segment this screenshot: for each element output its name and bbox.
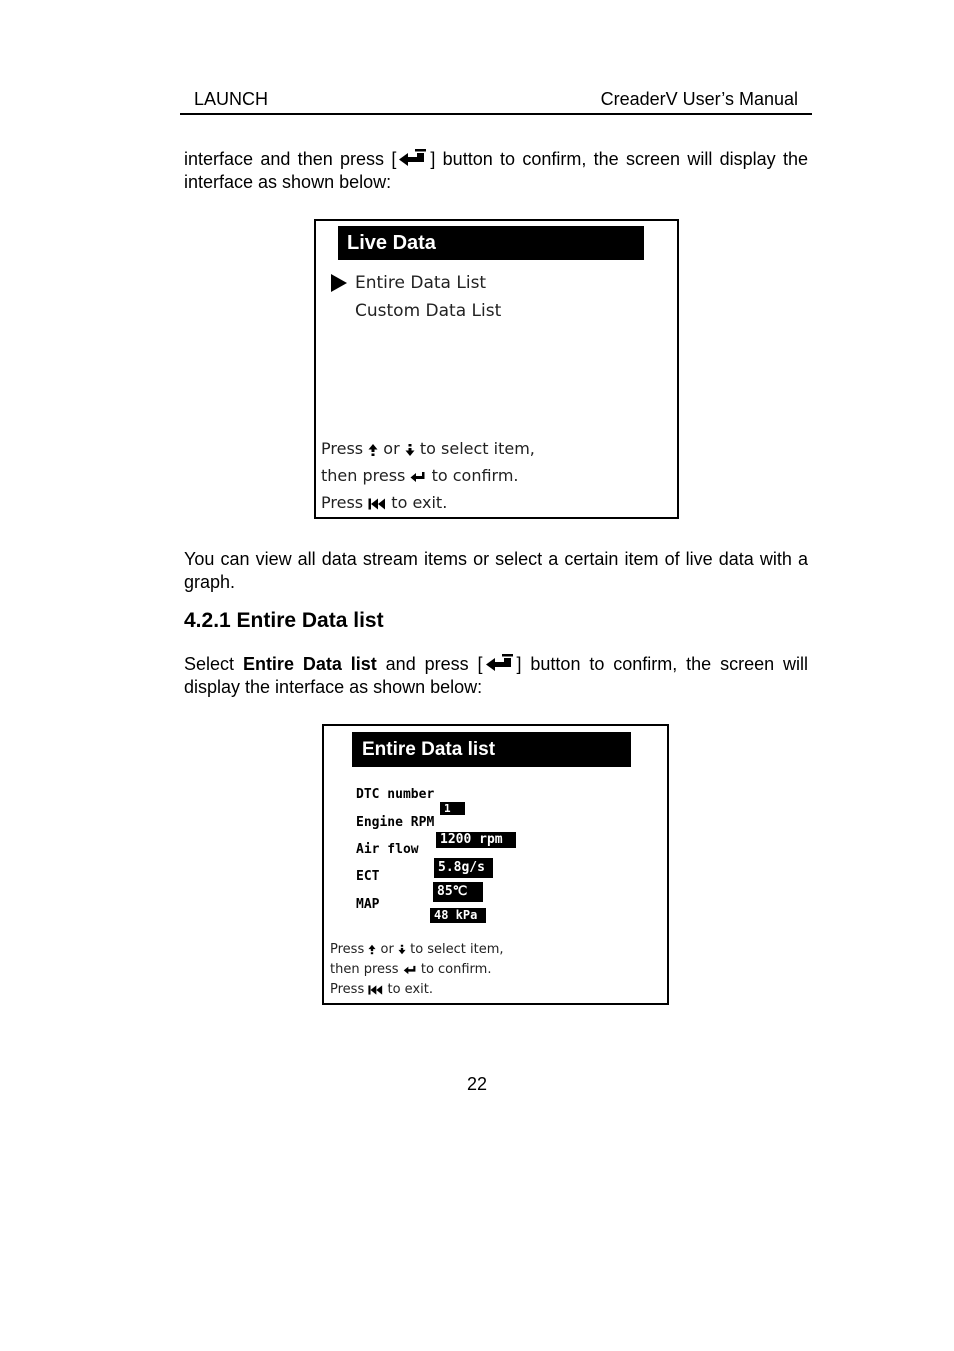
instr-exit: to exit.	[387, 982, 433, 997]
cursor-arrow-icon	[330, 273, 348, 293]
para3-after-icon: ] button to confirm, the screen will display the interface as shown below:	[184, 654, 808, 697]
up-arrow-icon	[368, 944, 376, 955]
menu-item-custom-data-list[interactable]: Custom Data List	[355, 301, 502, 321]
data-value-air-flow: 5.8g/s	[434, 858, 493, 878]
data-label-map: MAP	[356, 897, 380, 912]
data-label-engine-rpm: Engine RPM	[356, 815, 435, 830]
header-rule	[180, 113, 812, 115]
header-brand: LAUNCH	[194, 89, 269, 109]
para3-and-press: and press [	[385, 654, 483, 674]
page-number: 22	[466, 1074, 488, 1094]
menu-item-entire-data-list[interactable]: Entire Data List	[355, 273, 487, 293]
instr-or: or	[383, 439, 400, 458]
instr-or: or	[380, 942, 394, 957]
instr-confirm: to confirm.	[431, 466, 519, 485]
live-data-title: Live Data	[338, 226, 644, 260]
intro-before-icon: interface and then press [	[184, 149, 397, 169]
section-heading: 4.2.1 Entire Data list	[184, 609, 384, 632]
screen2-instructions	[330, 940, 504, 1000]
instr-confirm: to confirm.	[420, 962, 492, 977]
live-data-screen	[314, 219, 679, 519]
paragraph-data-stream: You can view all data stream items or select a certain item of live data with a graph.	[184, 549, 808, 592]
entire-data-list-screen	[322, 724, 669, 1005]
instr-press: Press	[321, 439, 364, 458]
enter-icon	[398, 148, 428, 168]
instr-exit: to exit.	[391, 493, 448, 512]
up-arrow-icon	[368, 443, 378, 457]
instruction-line-select	[321, 435, 535, 462]
para3-bold-term: Entire Data list	[242, 654, 377, 674]
intro-after-icon: ] button to confirm, the screen will display the interface as shown below:	[184, 149, 808, 192]
instr-press: Press	[321, 493, 364, 512]
instruction-line-exit	[330, 980, 504, 1000]
data-value-engine-rpm: 1200 rpm	[436, 832, 516, 848]
data-label-air-flow: Air flow	[356, 842, 419, 857]
enter-icon	[410, 471, 426, 483]
instr-press: Press	[330, 942, 365, 957]
instruction-line-select	[330, 940, 504, 960]
instr-select: to select item,	[410, 942, 504, 957]
enter-icon	[485, 653, 515, 673]
data-value-ect: 85℃	[433, 882, 483, 902]
entire-data-list-title: Entire Data list	[352, 732, 631, 767]
paragraph-select-entire	[184, 653, 808, 699]
instr-then-press: then press	[321, 466, 406, 485]
instruction-line-confirm	[330, 960, 504, 980]
data-value-dtc-number: 1	[440, 802, 465, 815]
instr-then-press: then press	[330, 962, 399, 977]
exit-icon	[368, 498, 386, 510]
instr-select: to select item,	[419, 439, 535, 458]
down-arrow-icon	[398, 944, 406, 955]
exit-icon	[368, 985, 383, 995]
screen1-instructions	[321, 435, 535, 516]
intro-paragraph	[184, 148, 808, 194]
instruction-line-confirm	[321, 462, 535, 489]
data-label-dtc-number: DTC number	[356, 787, 435, 802]
header-manual-title: CreaderV User’s Manual	[600, 89, 798, 109]
down-arrow-icon	[405, 443, 415, 457]
data-value-map: 48 kPa	[430, 908, 486, 923]
instruction-line-exit	[321, 489, 535, 516]
para3-select: Select	[184, 654, 235, 674]
enter-icon	[403, 965, 417, 975]
data-label-ect: ECT	[356, 869, 380, 884]
instr-press: Press	[330, 982, 365, 997]
